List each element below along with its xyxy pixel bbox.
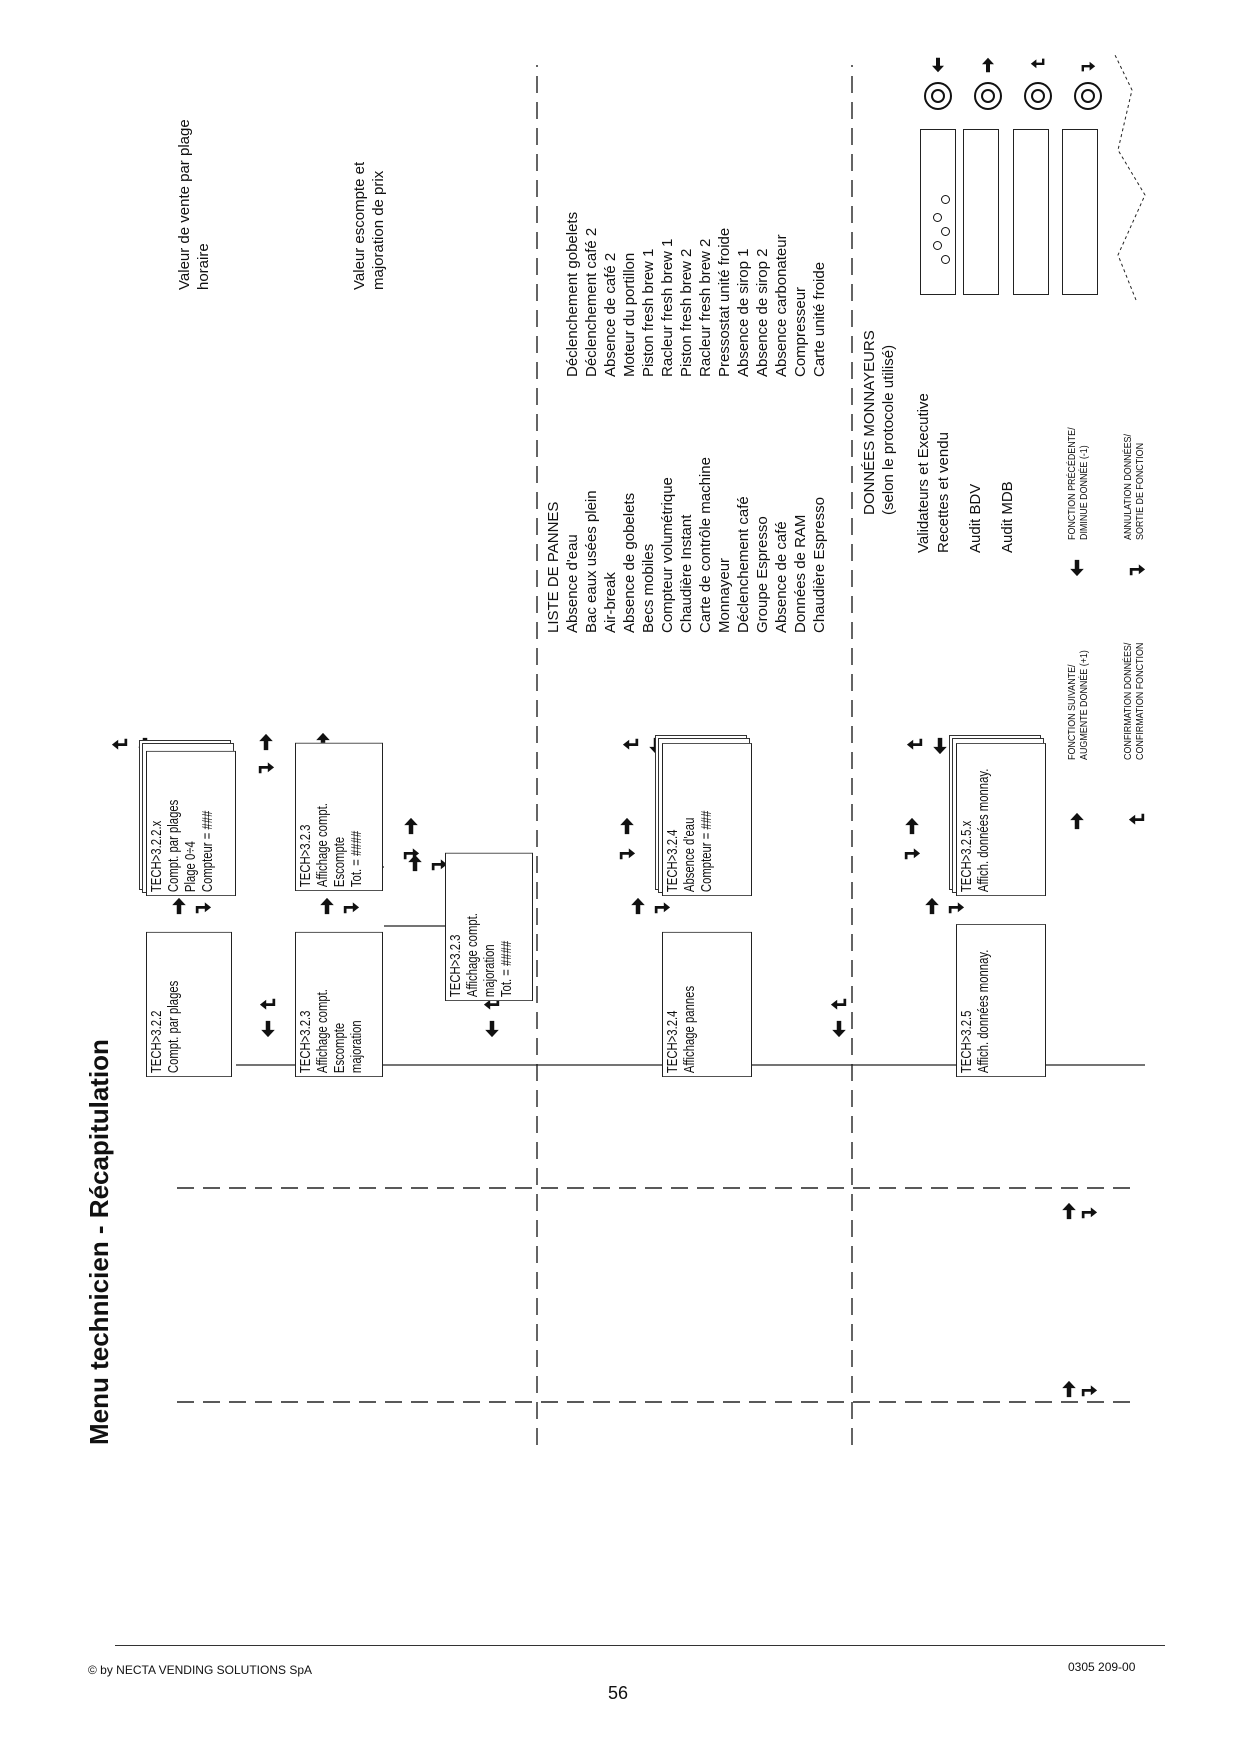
legend-annulation: ANNULATION DONNÉES/ SORTIE DE FONCTION — [1122, 434, 1146, 540]
box-tech-3-2-3-majoration: TECH>3.2.3 Affichage compt. majoration Tot. = #### — [445, 853, 533, 1001]
legend-precedente: FONCTION PRÉCÉDENTE/ DIMINUE DONNÉE (-1) — [1066, 427, 1090, 540]
box-tech-3-2-4: TECH>3.2.4 Affichage pannes — [662, 932, 752, 1077]
monnayeurs-items: Validateurs et Executive Recettes et vendu Audit BDV Audit MDB — [915, 393, 1016, 553]
torn-edge-line — [1115, 55, 1145, 300]
box-tech-3-2-5-x: TECH>3.2.5.x Affich. données monnay. — [956, 743, 1046, 896]
pannes-list-col1: LISTE DE PANNES Absence d'eau Bac eaux usées plein Air-break Absence de gobelets Becs mobiles Compteur volumétrique Chaudière Instant Carte de contrôle machine Monnayeur Déclenchement café Groupe Espresso Absence de café Données de RAM Chaudière Espresso — [545, 457, 828, 633]
page-number: 56 — [608, 1683, 629, 1703]
footer-copyright: © by NECTA VENDING SOLUTIONS SpA — [88, 1663, 313, 1677]
note-vente: Valeur de vente par plage horaire — [176, 119, 212, 290]
footer-anchor — [1124, 1684, 1125, 1685]
box-tech-3-2-2: TECH>3.2.2 Compt. par plages — [146, 932, 232, 1077]
note-escompte: Valeur escompte et majoration de prix — [351, 161, 387, 290]
legend-confirmation: CONFIRMATION DONNÉES/ CONFIRMATION FONCTION — [1122, 642, 1146, 760]
box-tech-3-2-2-x: TECH>3.2.2.x Compt. par plages Plage 0÷4 Compteur = ### — [146, 751, 236, 896]
footer-rule — [115, 1645, 1165, 1646]
box-tech-3-2-5: TECH>3.2.5 Affich. données monnay. — [956, 924, 1046, 1077]
arrow-up-icon — [1031, 59, 1045, 69]
legend-suivante: FONCTION SUIVANTE/ AUGMENTE DONNÉE (+1) — [1066, 650, 1090, 760]
footer-code: 0305 209-00 — [1068, 1660, 1136, 1674]
pannes-list-col2: Déclenchement gobelets Déclenchement café 2 Absence de café 2 Moteur du portillon Piston fresh brew 1 Racleur fresh brew 1 Piston fresh brew 2 Racleur fresh brew 2 Pressostat unité froide Absence de sirop 1 Absence de sirop 2 Absence carbonateur Compresseur Carte unité froide — [564, 211, 828, 377]
arrow-left-icon — [932, 58, 944, 72]
arrow-right-icon — [982, 58, 994, 72]
box-tech-3-2-3-escompte: TECH>3.2.3 Affichage compt. Escompte Tot. = #### — [295, 743, 383, 891]
box-tech-3-2-3: TECH>3.2.3 Affichage compt. Escompte majoration — [295, 932, 383, 1077]
page-title: Menu technicien - Récapitulation — [84, 1039, 114, 1445]
box-tech-3-2-4-absence: TECH>3.2.4 Absence d'eau Compteur = ### — [662, 743, 752, 896]
monnayeurs-heading: DONNÉES MONNAYEURS (selon le protocole utilisé) — [861, 330, 897, 515]
arrow-down-icon — [1082, 62, 1096, 72]
